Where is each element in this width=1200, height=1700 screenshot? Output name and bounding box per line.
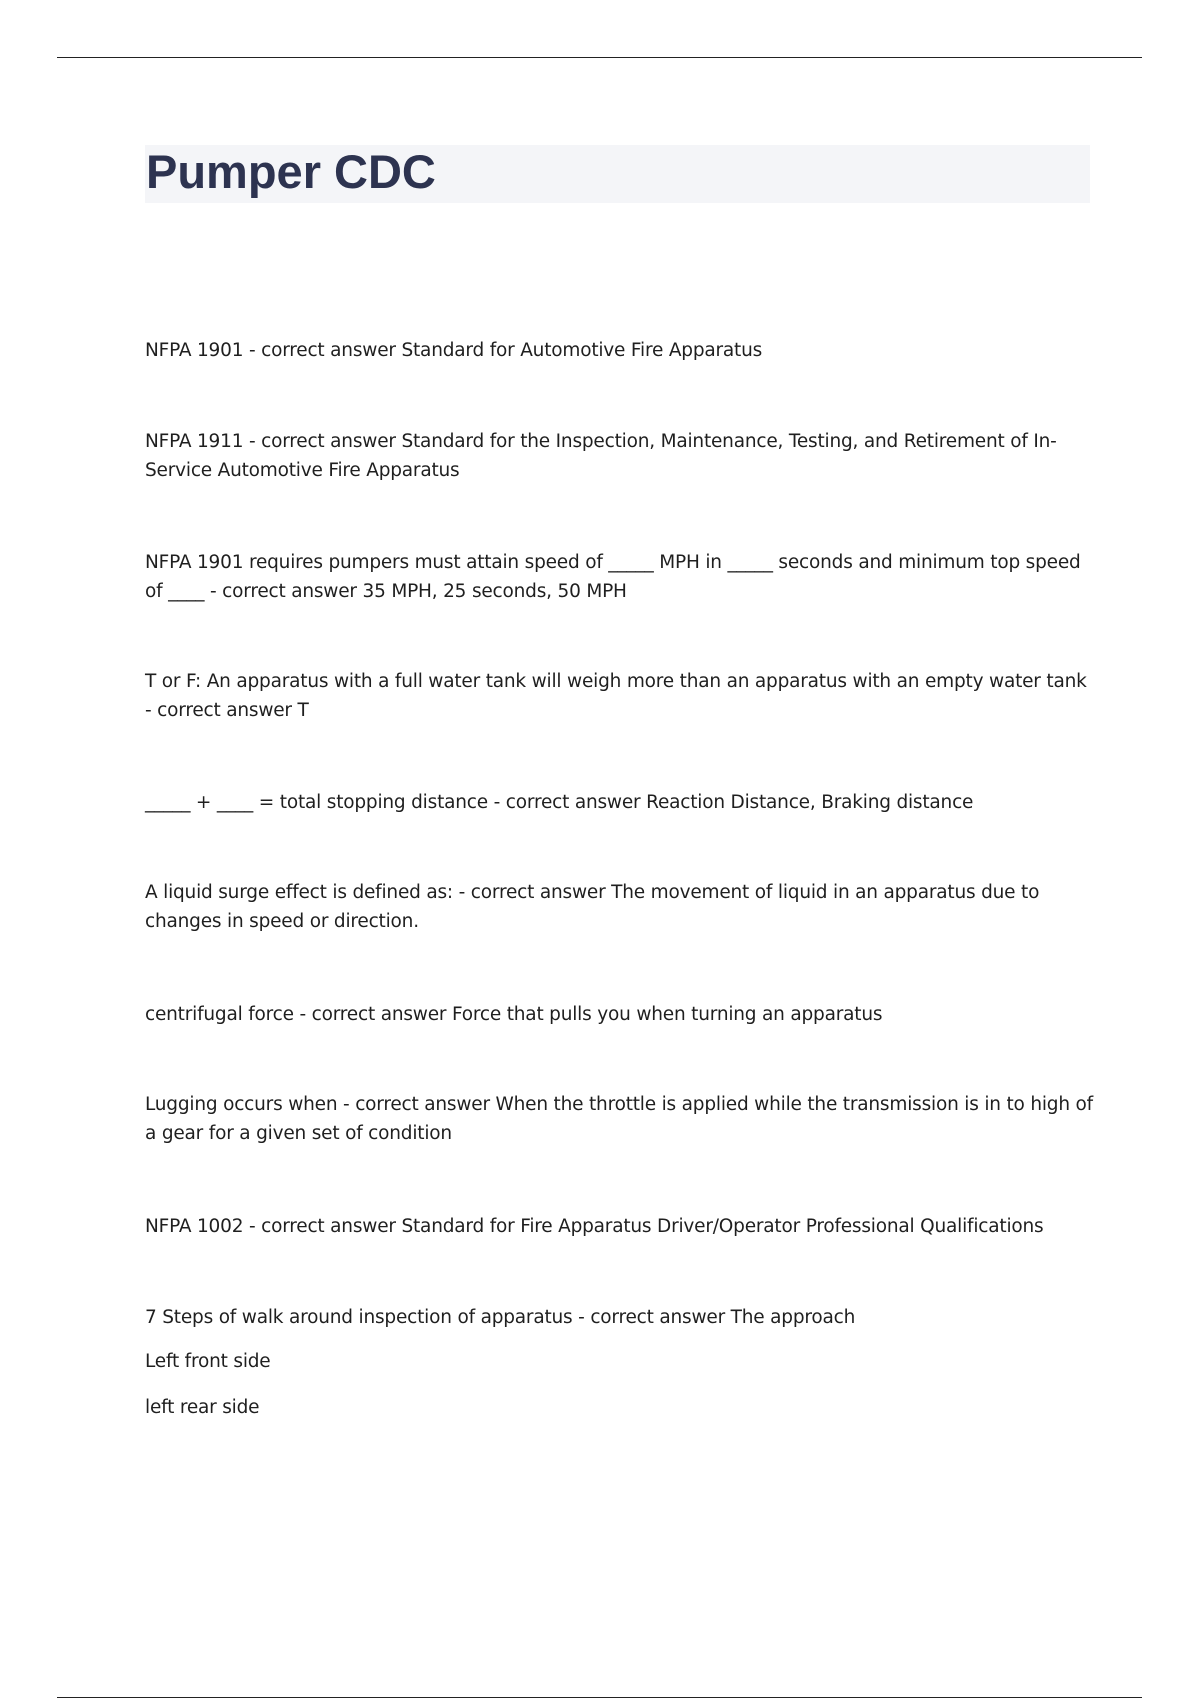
qa-entry-6: A liquid surge effect is defined as: - correct answer The movement of liquid in an apparatus due to changes in speed or direction.	[145, 882, 1040, 932]
qa-entry-2: NFPA 1911 - correct answer Standard for the Inspection, Maintenance, Testing, and Retirement of In-Service Automotive Fire Apparatus	[145, 431, 1057, 481]
qa-entry-3: NFPA 1901 requires pumpers must attain speed of _____ MPH in _____ seconds and minimum top speed of ____ - correct answer 35 MPH, 25 seconds, 50 MPH	[145, 552, 1081, 602]
qa-entry-9: NFPA 1002 - correct answer Standard for Fire Apparatus Driver/Operator Professional Qualifications	[145, 1216, 1044, 1237]
top-divider	[57, 57, 1142, 58]
bottom-divider	[57, 1697, 1142, 1698]
qa-entry-8: Lugging occurs when - correct answer When the throttle is applied while the transmission is in to high of a gear for a given set of condition	[145, 1094, 1093, 1144]
qa-entry-4: T or F: An apparatus with a full water tank will weigh more than an apparatus with an empty water tank - correct answer T	[145, 671, 1087, 721]
qa-entry-10: 7 Steps of walk around inspection of apparatus - correct answer The approach	[145, 1307, 856, 1328]
qa-entry-5: _____ + ____ = total stopping distance - correct answer Reaction Distance, Braking distance	[145, 792, 974, 813]
qa-entry-10-line-2: Left front side	[145, 1351, 271, 1372]
qa-entry-7: centrifugal force - correct answer Force that pulls you when turning an apparatus	[145, 1004, 883, 1025]
page-title: Pumper CDC	[146, 145, 436, 198]
qa-entry-1: NFPA 1901 - correct answer Standard for Automotive Fire Apparatus	[145, 340, 763, 361]
qa-entry-10-line-3: left rear side	[145, 1397, 260, 1418]
